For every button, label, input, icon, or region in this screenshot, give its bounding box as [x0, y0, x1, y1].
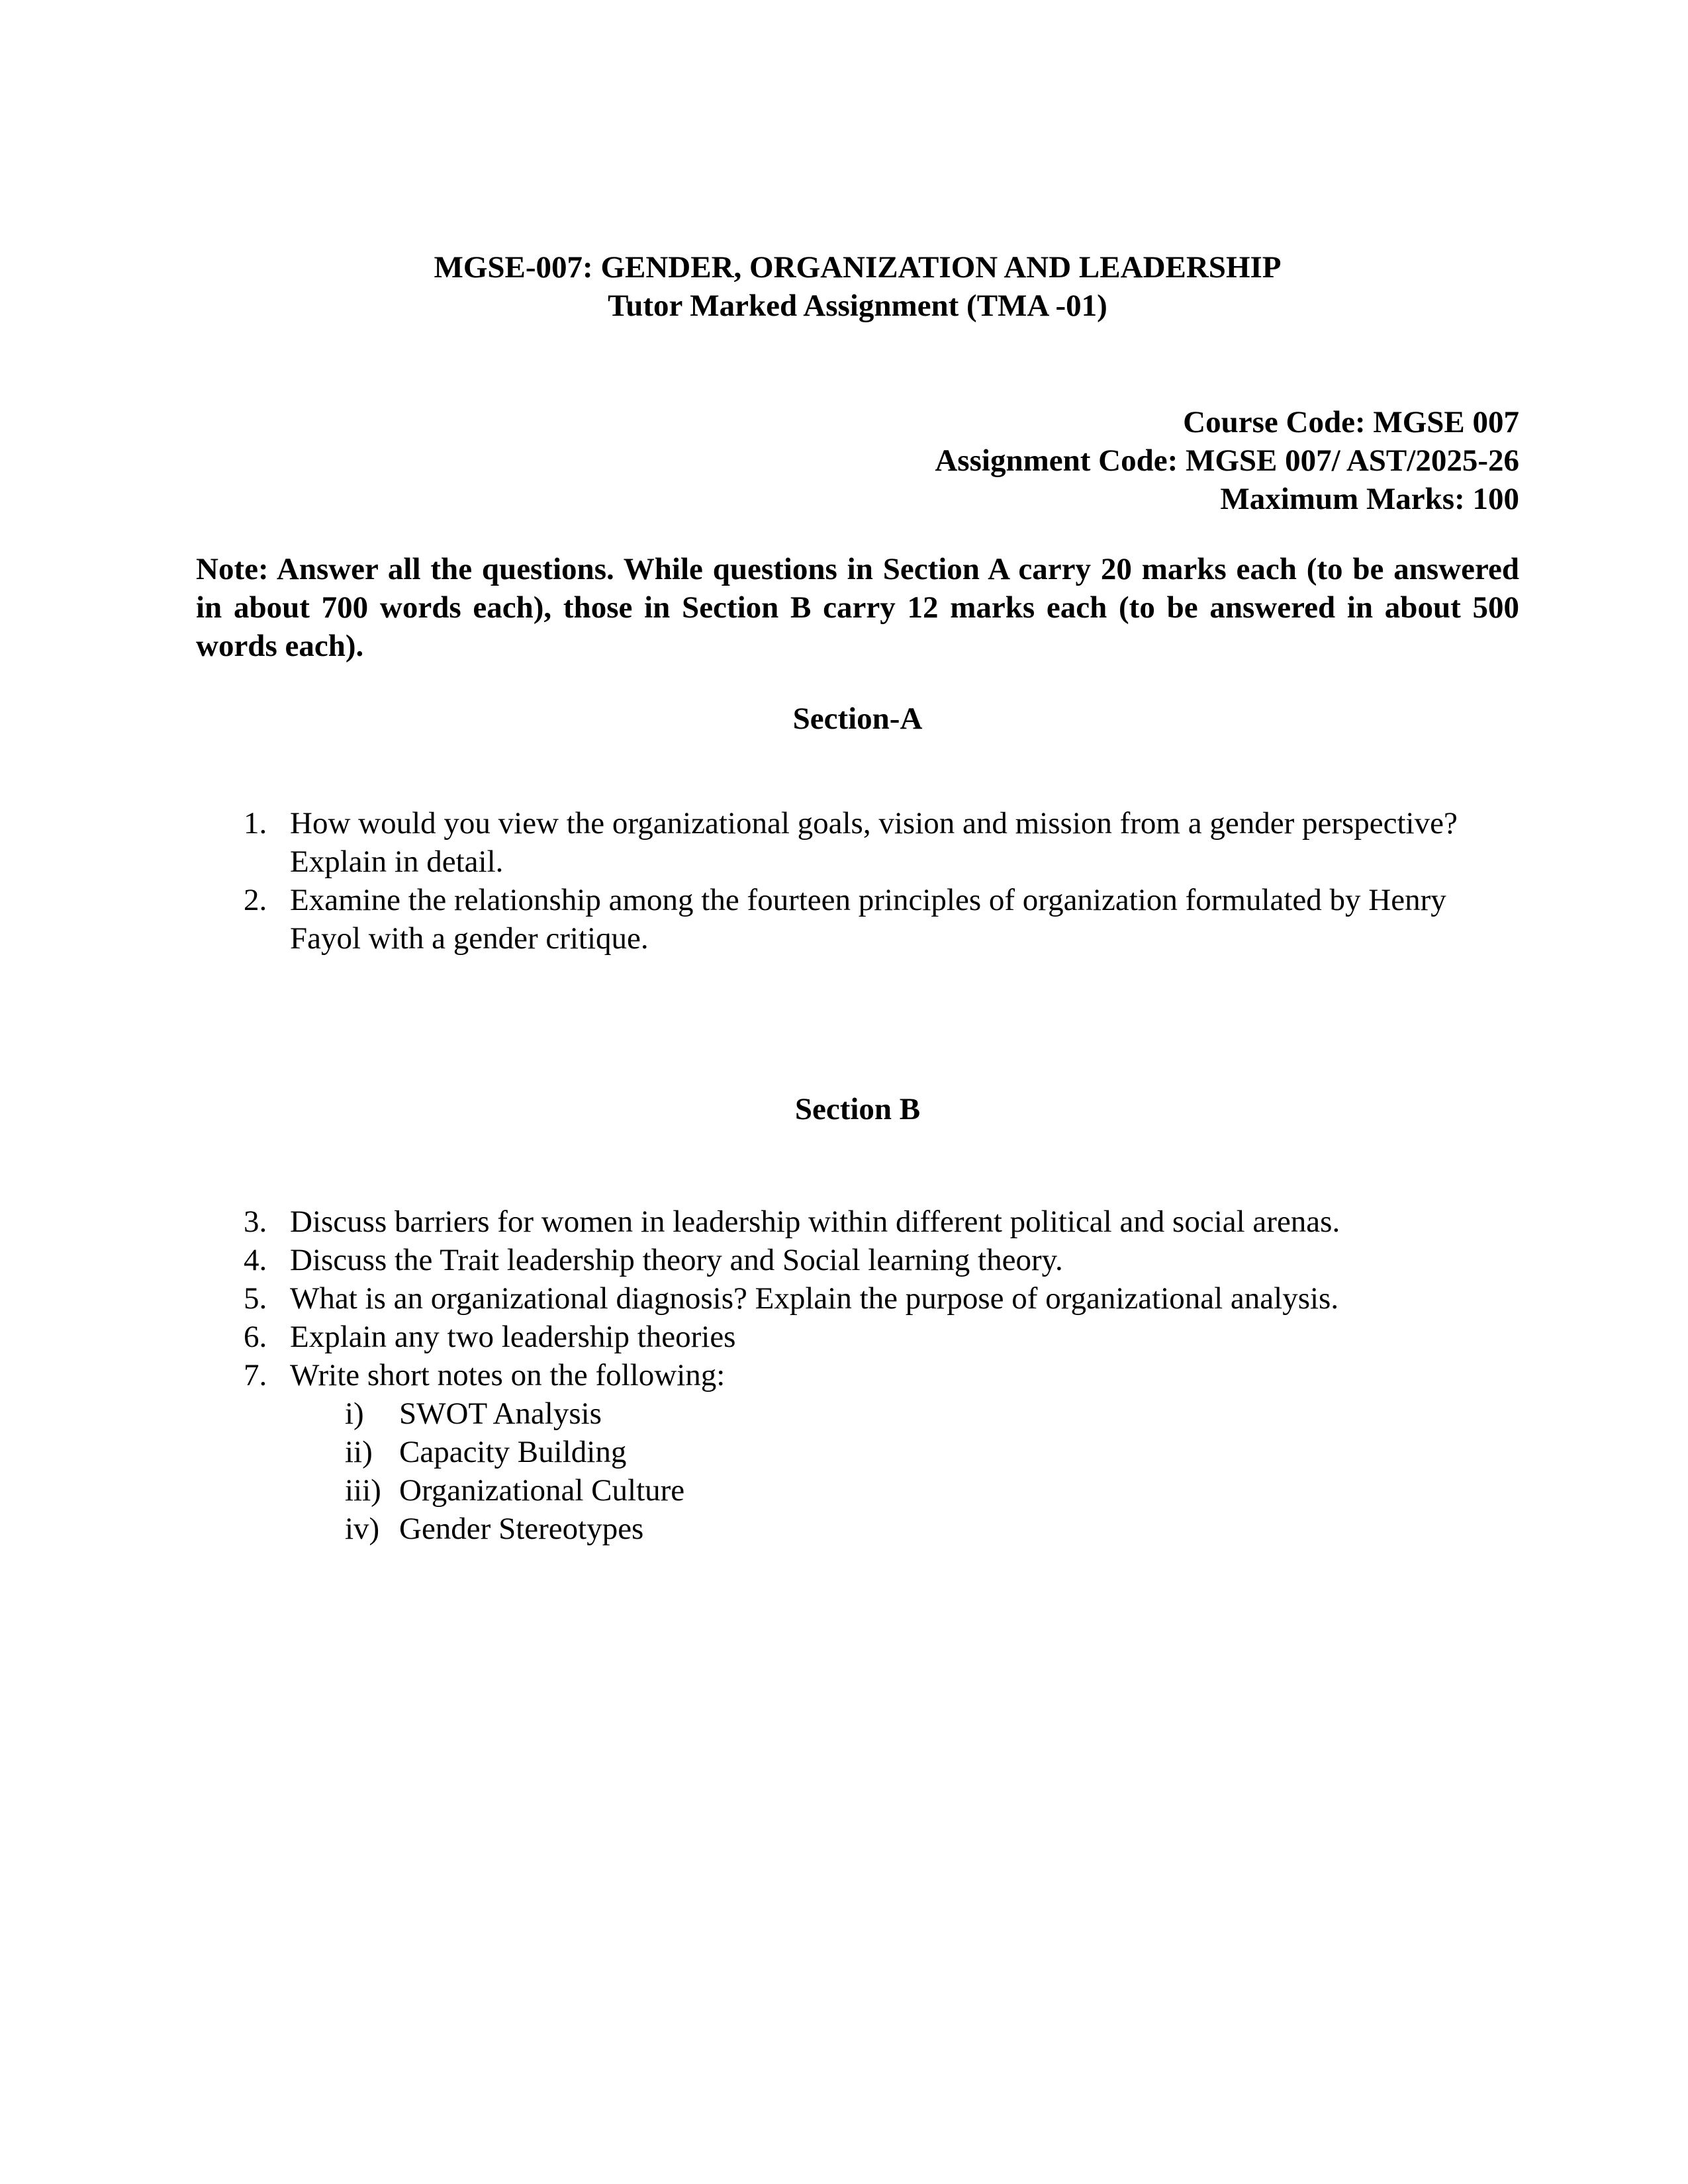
sub-item-text: SWOT Analysis — [399, 1396, 602, 1431]
question-item — [196, 804, 1519, 881]
question-number: 1. — [244, 806, 267, 841]
document-title: MGSE-007: GENDER, ORGANIZATION AND LEADERSHIP — [434, 250, 1282, 285]
sub-item-marker: i) — [345, 1396, 364, 1431]
sub-item-text: Organizational Culture — [399, 1473, 685, 1508]
assignment-code: Assignment Code: MGSE 007/ AST/2025-26 — [935, 443, 1519, 478]
section-b-heading: Section B — [794, 1092, 921, 1126]
section-a-heading: Section-A — [792, 702, 923, 736]
sub-item — [345, 1394, 1519, 1433]
title-block — [196, 248, 1519, 325]
question-number: 7. — [244, 1358, 267, 1392]
sub-item — [345, 1471, 1519, 1510]
question-number: 6. — [244, 1320, 267, 1354]
question-text: How would you view the organizational goals, vision and mission from a gender perspective? Explain in detail. — [290, 806, 1458, 879]
document-subtitle: Tutor Marked Assignment (TMA -01) — [608, 289, 1107, 323]
question-text: Examine the relationship among the fourteen principles of organization formulated by Henry Fayol with a gender critique. — [290, 883, 1446, 956]
question-item — [196, 1318, 1519, 1356]
maximum-marks: Maximum Marks: 100 — [1220, 482, 1519, 516]
sub-item-marker: ii) — [345, 1435, 373, 1469]
meta-block — [196, 403, 1519, 518]
question-number: 3. — [244, 1205, 267, 1239]
question-text: Discuss the Trait leadership theory and Social learning theory. — [290, 1243, 1063, 1277]
question-text: Explain any two leadership theories — [290, 1320, 736, 1354]
question-number: 5. — [244, 1281, 267, 1316]
question-text: Discuss barriers for women in leadership within different political and social arenas. — [290, 1205, 1340, 1239]
question-item — [196, 881, 1519, 958]
question-item — [196, 1241, 1519, 1279]
sub-item-marker: iii) — [345, 1473, 381, 1508]
sub-item-text: Gender Stereotypes — [399, 1512, 644, 1546]
sub-item — [345, 1510, 1519, 1548]
section-b-questions — [196, 1203, 1519, 1548]
question-item — [196, 1356, 1519, 1394]
course-code: Course Code: MGSE 007 — [1183, 405, 1519, 439]
question-item — [196, 1203, 1519, 1241]
question-text: Write short notes on the following: — [290, 1358, 726, 1392]
question-item — [196, 1279, 1519, 1318]
question-text: What is an organizational diagnosis? Explain the purpose of organizational analysis. — [290, 1281, 1339, 1316]
sub-item — [345, 1433, 1519, 1471]
short-notes-sublist — [345, 1394, 1519, 1548]
section-a-questions — [196, 804, 1519, 958]
sub-item-text: Capacity Building — [399, 1435, 627, 1469]
sub-item-marker: iv) — [345, 1512, 380, 1546]
question-number: 2. — [244, 883, 267, 917]
question-number: 4. — [244, 1243, 267, 1277]
note-paragraph: Note: Answer all the questions. While questions in Section A carry 20 marks each (to be answered in about 700 words each), those in Section B carry 12 marks each (to be answered in about 500 words each). — [196, 552, 1519, 663]
